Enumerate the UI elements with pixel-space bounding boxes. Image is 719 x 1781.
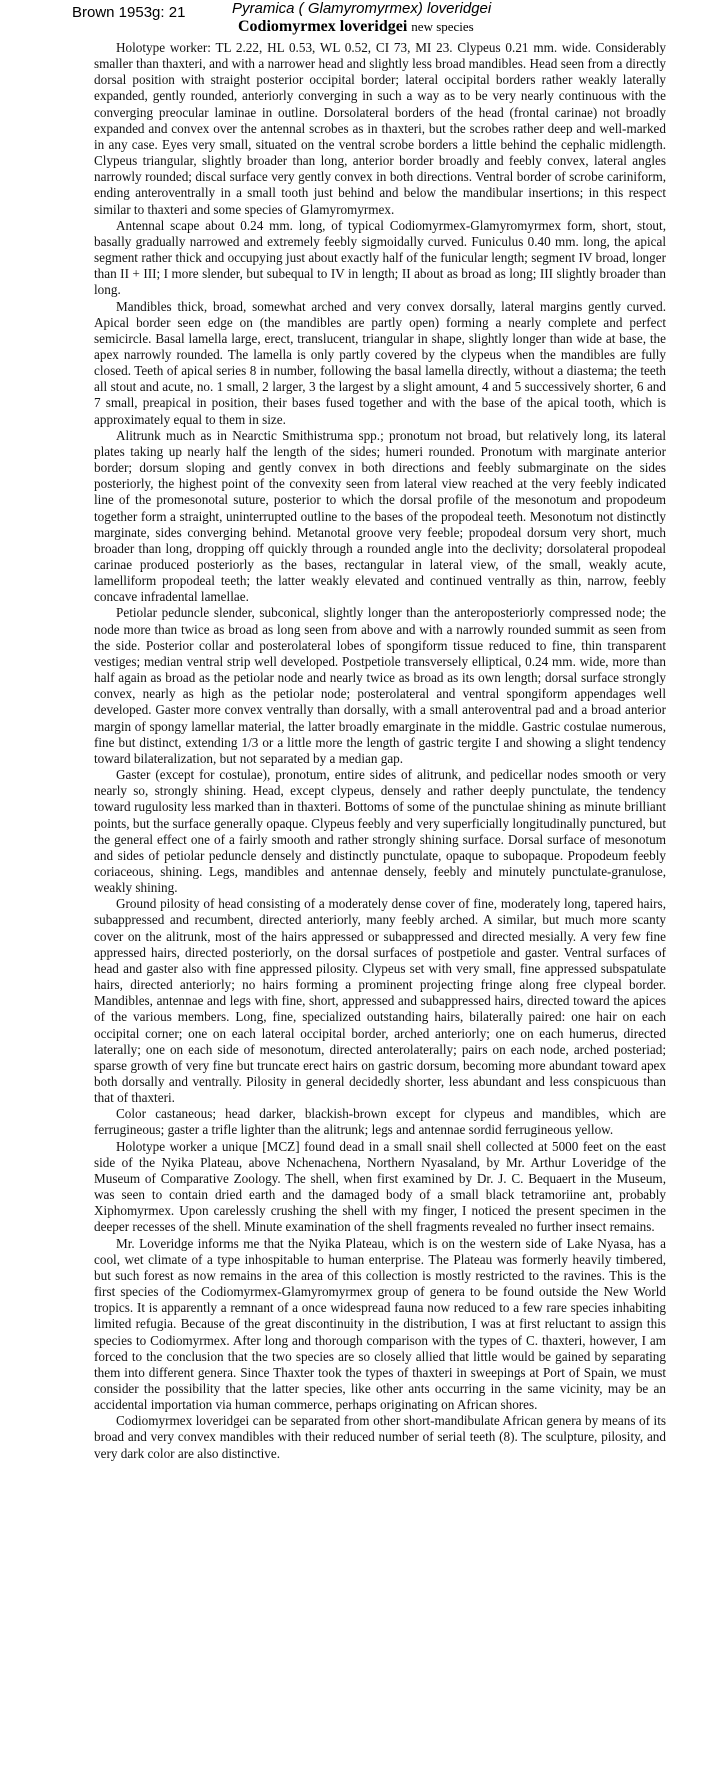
paragraph-antenna: Antennal scape about 0.24 mm. long, of typical Codiomyrmex-Glamyromyrmex form, short, stout, basally gradually narrowed and extremely feebly sigmoidally curved. Funiculus 0.40 mm. long, the apical segment rather thick and occupying just about exactly half of the funicular length; segment IV broad, longer than II + III; I more slender, but subequal to IV in length; II about as broad as long; III slightly broader than long. xyxy=(94,217,666,298)
paragraph-pilosity: Ground pilosity of head consisting of a moderately dense cover of fine, moderately long, tapered hairs, subappressed and recumbent, directed anteriorly, many feebly arched. A similar, but much more scanty cover on the alitrunk, most of the hairs appressed or subappressed and directed mesially. A very few fine appressed hairs, directed posteriorly, on the dorsal surfaces of postpetiole and gaster. Ventral surfaces of head and gaster also with fine appressed pilosity. Clypeus set with very small, fine appressed subspatulate hairs, directed anteriorly; no hairs forming a prominent projecting fringe along free clypeal border. Mandibles, antennae and legs with fine, short, appressed and subappressed hairs, directed toward the apices of the various members. Long, fine, specialized outstanding hairs, bilaterally paired: one hair on each occipital corner; one on each lateral occipital border, arched anteriorly; one on each humerus, directed laterally; one on each side of mesonotum, directed anterolaterally; pairs on each node, arched posteriad; sparse growth of very fine but truncate erect hairs on gastric dorsum, becoming more abundant toward apex both dorsally and ventrally. Pilosity in general decidedly shorter, less abundant and less conspicuous than that of thaxteri. xyxy=(94,896,666,1106)
paragraph-sculpture: Gaster (except for costulae), pronotum, entire sides of alitrunk, and pedicellar nodes smooth or very nearly so, strongly shining. Head, except clypeus, densely and rather deeply punctulate, the tendency toward rugulosity less marked than in thaxteri. Bottoms of some of the punctulae shining as minute brilliant points, but the surface generally opaque. Clypeus feebly and very superficially longitudinally punctured, but the general effect one of a fairly smooth and rather strongly shining surface. Dorsal surface of mesonotum and sides of petiolar peduncle densely and distinctly punctulate, opaque to subopaque. Propodeum feebly coriaceous, shining. Legs, mandibles and antennae densely, feebly and minutely punctulate-granulose, weakly shining. xyxy=(94,767,666,896)
paragraph-locality-discussion: Mr. Loveridge informs me that the Nyika Plateau, which is on the western side of Lake Nyasa, has a cool, wet climate of a type inhospitable to human enterprise. The Plateau was formerly heavily timbered, but such forest as now remains in the area of this collection is mostly restricted to the ravines. This is the first species of the Codiomyrmex-Glamyromyrmex group of genera to be found outside the New World tropics. It is apparently a remnant of a once widespread fauna now reduced to a few rare species inhabiting limited refugia. Because of the great discontinuity in the distribution, I was at first reluctant to assign this species to Codiomyrmex. After long and thorough comparison with the types of C. thaxteri, however, I am forced to the conclusion that the two species are so closely allied that little would be gained by separating them into different genera. Since Thaxter took the types of thaxteri in sweepings at Port of Spain, we must consider the possibility that the latter species, like other ants occurring in the same vicinity, may be an accidental importation via human commerce, perhaps originating on African shores. xyxy=(94,1235,666,1413)
paragraph-alitrunk: Alitrunk much as in Nearctic Smithistruma spp.; pronotum not broad, but relatively long, its lateral plates taking up nearly half the length of the sides; humeri rounded. Pronotum with marginate anterior border; dorsum sloping and gently convex in both directions and feebly submarginate on the sides posteriorly, the highest point of the convexity seen from lateral view reached at the very feebly indicated line of the promesonotal suture, posterior to which the dorsal profile of the mesonotum and propodeum together form a straight, uninterrupted outline to the bases of the propodeal teeth. Mesonotum not distinctly marginate, sides converging behind. Metanotal groove very feeble; propodeal dorsum very short, much broader than long, dropping off quickly through a rounded angle into the declivity; dorsolateral propodeal carinae produced posteriorly as the bases, rectangular in lateral view, of the small, weakly acute, lamelliform propodeal teeth; the latter weakly elevated and continued ventrally as thin, narrow, feebly concave infradental lamellae. xyxy=(94,427,666,605)
paragraph-holotype-record: Holotype worker a unique [MCZ] found dead in a small snail shell collected at 5000 feet on the east side of the Nyika Plateau, above Nchenachena, Northern Nyasaland, by Mr. Arthur Loveridge of the Museum of Comparative Zoology. The shell, when first examined by Dr. J. C. Bequaert in the Museum, was seen to contain dried earth and the damaged body of a small black tetramoriine ant, probably Xiphomyrmex. Upon carelessly crushing the shell with my finger, I noticed the present specimen in the deeper recesses of the shell. Minute examination of the shell fragments revealed no further insect remains. xyxy=(94,1138,666,1235)
description-body xyxy=(94,40,666,1462)
genus-header: Pyramica ( Glamyromyrmex) loveridgei xyxy=(232,0,492,17)
paragraph-mandibles: Mandibles thick, broad, somewhat arched and very convex dorsally, lateral margins gently curved. Apical border seen edge on (the mandibles are partly open) forming a nearly complete and perfect semicircle. Basal lamella large, erect, translucent, triangular in shape, slightly longer than wide at base, the apex narrowly rounded. The lamella is only partly covered by the clypeus when the mandibles are fully closed. Teeth of apical series 8 in number, following the basal lamella directly, without a diastema; the teeth all stout and acute, no. 1 small, 2 larger, 3 the largest by a slight amount, 4 and 5 successively shorter, 6 and 7 small, preapical in position, their bases fused together and with the base of the apical tooth, which is approximately equal to them in size. xyxy=(94,298,666,427)
new-species-label: new species xyxy=(411,19,474,34)
species-title xyxy=(238,18,474,36)
citation-header: Brown 1953g: 21 xyxy=(72,4,186,21)
paragraph-color: Color castaneous; head darker, blackish-brown except for clypeus and mandibles, which are ferrugineous; gaster a trifle lighter than the alitrunk; legs and antennae sordid ferrugineous yellow. xyxy=(94,1106,666,1138)
paragraph-diagnosis: Codiomyrmex loveridgei can be separated from other short-mandibulate African genera by means of its broad and very convex mandibles with their reduced number of serial teeth (8). The sculpture, pilosity, and very dark color are also distinctive. xyxy=(94,1413,666,1461)
species-name: Codiomyrmex loveridgei xyxy=(238,18,408,35)
paragraph-petiole: Petiolar peduncle slender, subconical, slightly longer than the anteroposteriorly compressed node; the node more than twice as broad as long seen from above and with a narrowly rounded summit as seen from the side. Posterior collar and posterolateral lobes of spongiform tissue reduced to fine, thin transparent vestiges; median ventral strip well developed. Postpetiole transversely elliptical, 0.24 mm. wide, more than half again as broad as the petiolar node and nearly twice as broad as its own length; dorsal surface strongly convex, nearly as high as the petiolar node; posterolateral and ventral spongiform appendages well developed. Gaster more convex ventrally than dorsally, with a small anteroventral pad and a broad anterior margin of spongy lamellar material, the latter broadly emarginate in the middle. Gastric costulae numerous, fine but distinct, extending 1/3 or a little more the length of gastric tergite I and showing a slight tendency toward bilateralization, but not separated by a median gap. xyxy=(94,605,666,766)
paragraph-holotype-measurements: Holotype worker: TL 2.22, HL 0.53, WL 0.52, CI 73, MI 23. Clypeus 0.21 mm. wide. Considerably smaller than thaxteri, and with a narrower head and slightly less broad mandibles. Head seen from a directly dorsal position with straight posterior occipital border; lateral occipital borders rather weakly laterally expanded, gently rounded, anteriorly converging in such a way as to be very nearly continuous with the converging preocular laminae in outline. Dorsolateral borders of the head (frontal carinae) not broadly expanded and convex over the antennal scrobes as in thaxteri, but the scrobes rather deep and well-marked in any case. Eyes very small, situated on the ventral scrobe borders a little behind the cephalic midlength. Clypeus triangular, slightly broader than long, anterior border broadly and feebly convex, lateral angles narrowly rounded; discal surface very gently convex in both directions. Ventral border of scrobe cariniform, ending anteroventrally in a small tooth just behind and below the mandibular insertions; in this respect similar to thaxteri and some species of Glamyromyrmex. xyxy=(94,40,666,217)
